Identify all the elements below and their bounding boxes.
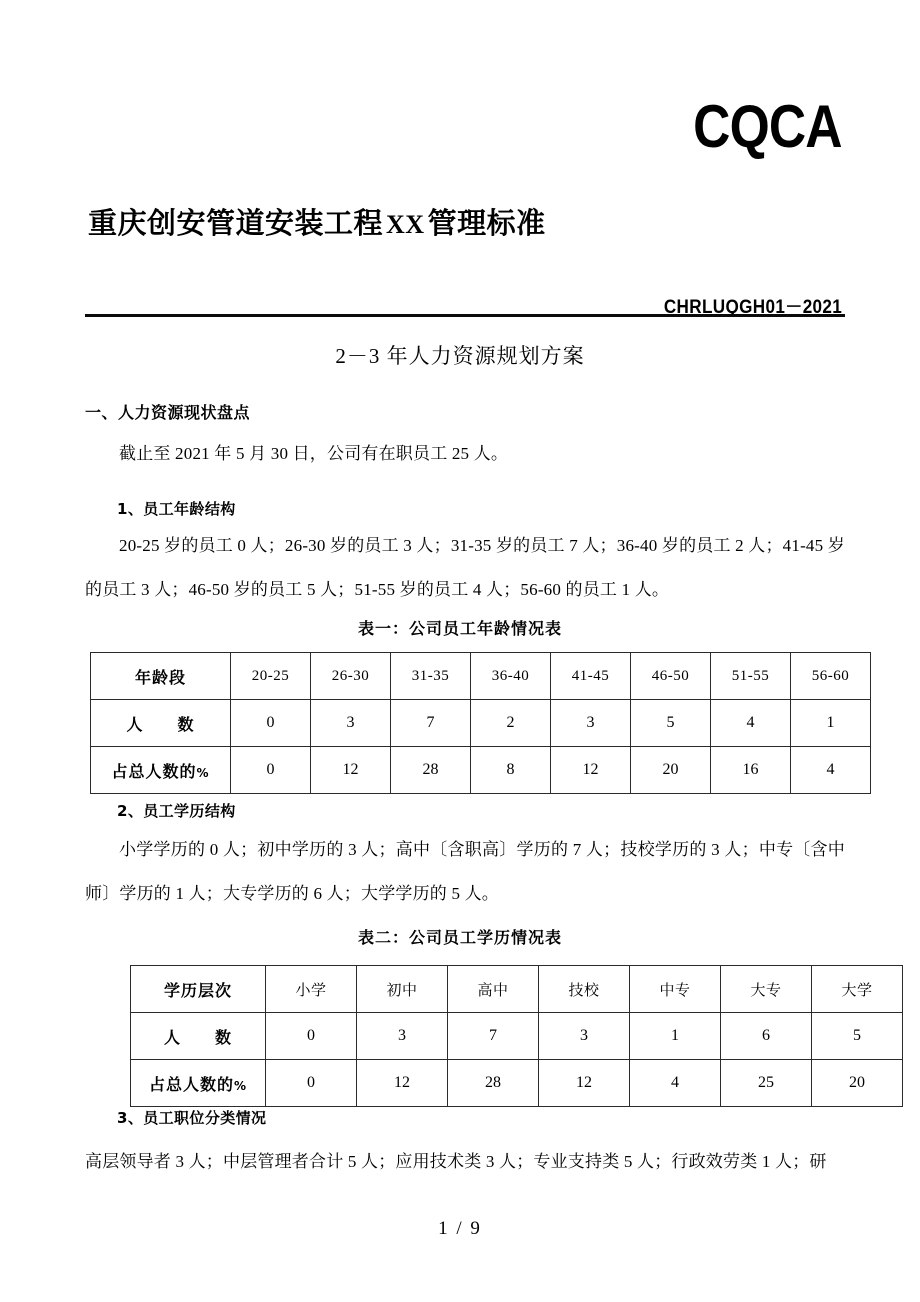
table-age-rowlabel-percent-text: 占总人数的 [111, 761, 197, 781]
table-age-count-cell: 3 [311, 700, 391, 747]
table-age-header-cell: 51-55 [711, 653, 791, 700]
table-age-count-cell: 4 [711, 700, 791, 747]
percent-symbol: % [196, 765, 210, 780]
table-row [131, 1013, 903, 1060]
table-age-percent-cell: 0 [231, 747, 311, 794]
table-edu-header-cell: 技校 [539, 966, 630, 1013]
table-edu-count-cell: 6 [721, 1013, 812, 1060]
table-age-count-cell: 0 [231, 700, 311, 747]
document-title-cn-part2: 管理标准 [427, 206, 546, 240]
document-code: CHRLUQGH01－2021 [663, 297, 842, 318]
paragraph-education-structure: 小学学历的 0 人；初中学历的 3 人；高中〔含职高〕学历的 7 人；技校学历的 3 人；中专〔含中师〕学历的 1 人；大专学历的 6 人；大学学历的 5 人。 [85, 840, 845, 903]
table-edu-count-cell: 1 [630, 1013, 721, 1060]
table-age-count-cell: 3 [551, 700, 631, 747]
table-age-rowlabel-category: 年龄段 [91, 653, 231, 700]
table-edu-header-cell: 大专 [721, 966, 812, 1013]
paragraph-age-structure: 20-25 岁的员工 0 人；26-30 岁的员工 3 人；31-35 岁的员工 7 人；36-40 岁的员工 2 人；41-45 岁的员工 3 人；46-50 岁的员工 5 人；51-55 岁的员工 4 人；56-60 的员工 1 人。 [85, 536, 845, 599]
table-edu-percent-cell: 20 [812, 1060, 903, 1107]
table-age-rowlabel-count: 人 数 [91, 700, 231, 747]
table-edu-header-cell: 小学 [266, 966, 357, 1013]
table-age-header-cell: 56-60 [791, 653, 871, 700]
table-age-header-cell: 20-25 [231, 653, 311, 700]
table-edu-rowlabel-percent [131, 1060, 266, 1107]
table-edu-count-cell: 0 [266, 1013, 357, 1060]
header-divider [85, 314, 845, 317]
page-number: 1 / 9 [438, 1218, 482, 1239]
table-age-percent-cell: 4 [791, 747, 871, 794]
table-edu-percent-cell: 4 [630, 1060, 721, 1107]
table-age-percent-cell: 16 [711, 747, 791, 794]
subsection-heading-3: 3、员工职位分类情况 [117, 1109, 267, 1127]
table-age-count-cell: 2 [471, 700, 551, 747]
table-age-percent-cell: 12 [551, 747, 631, 794]
table-edu-count-cell: 7 [448, 1013, 539, 1060]
paragraph-position-classification: 高层领导者 3 人；中层管理者合计 5 人；应用技术类 3 人；专业支持类 5 人；行政效劳类 1 人；研 [85, 1152, 827, 1171]
table-edu-percent-cell: 12 [357, 1060, 448, 1107]
table-age-header-cell: 46-50 [631, 653, 711, 700]
table-edu-rowlabel-count: 人 数 [131, 1013, 266, 1060]
table-employee-age [90, 652, 871, 794]
section-heading-1: 一、人力资源现状盘点 [85, 403, 251, 422]
table-edu-percent-cell: 28 [448, 1060, 539, 1107]
table-age-header-cell: 36-40 [471, 653, 551, 700]
table-edu-header-cell: 初中 [357, 966, 448, 1013]
table-age-count-cell: 5 [631, 700, 711, 747]
table-row [91, 653, 871, 700]
document-title-cn-part1: 重庆创安管道安装工程 [88, 206, 384, 240]
subsection-heading-1: 1、员工年龄结构 [117, 500, 236, 518]
table-age-caption: 表一：公司员工年龄情况表 [357, 619, 562, 638]
table-row [131, 966, 903, 1013]
table-edu-count-cell: 3 [539, 1013, 630, 1060]
table-age-count-cell: 7 [391, 700, 471, 747]
table-edu-count-cell: 5 [812, 1013, 903, 1060]
table-age-header-cell: 26-30 [311, 653, 391, 700]
table-edu-header-cell: 大学 [812, 966, 903, 1013]
table-edu-percent-cell: 12 [539, 1060, 630, 1107]
table-age-percent-cell: 20 [631, 747, 711, 794]
percent-symbol: % [233, 1078, 248, 1093]
table-edu-rowlabel-category: 学历层次 [131, 966, 266, 1013]
table-edu-percent-cell: 25 [721, 1060, 812, 1107]
paragraph-intro: 截止至 2021 年 5 月 30 日，公司有在职员工 25 人。 [119, 444, 509, 463]
table-age-header-cell: 41-45 [551, 653, 631, 700]
table-age-percent-cell: 28 [391, 747, 471, 794]
document-title-latin: XX [386, 210, 425, 239]
company-logo: CQCA [693, 93, 842, 160]
table-row [91, 700, 871, 747]
table-age-percent-cell: 12 [311, 747, 391, 794]
table-age-count-cell: 1 [791, 700, 871, 747]
table-age-percent-cell: 8 [471, 747, 551, 794]
table-age-rowlabel-percent [91, 747, 231, 794]
table-row [131, 1060, 903, 1107]
table-edu-header-cell: 高中 [448, 966, 539, 1013]
table-edu-percent-cell: 0 [266, 1060, 357, 1107]
document-subtitle: 2－3 年人力资源规划方案 [335, 344, 585, 368]
table-row [91, 747, 871, 794]
table-edu-rowlabel-percent-text: 占总人数的 [148, 1074, 234, 1094]
table-edu-caption: 表二：公司员工学历情况表 [357, 928, 562, 947]
table-edu-count-cell: 3 [357, 1013, 448, 1060]
subsection-heading-2: 2、员工学历结构 [117, 802, 236, 820]
table-age-header-cell: 31-35 [391, 653, 471, 700]
table-employee-education [130, 965, 903, 1107]
table-edu-header-cell: 中专 [630, 966, 721, 1013]
document-title [88, 205, 546, 242]
